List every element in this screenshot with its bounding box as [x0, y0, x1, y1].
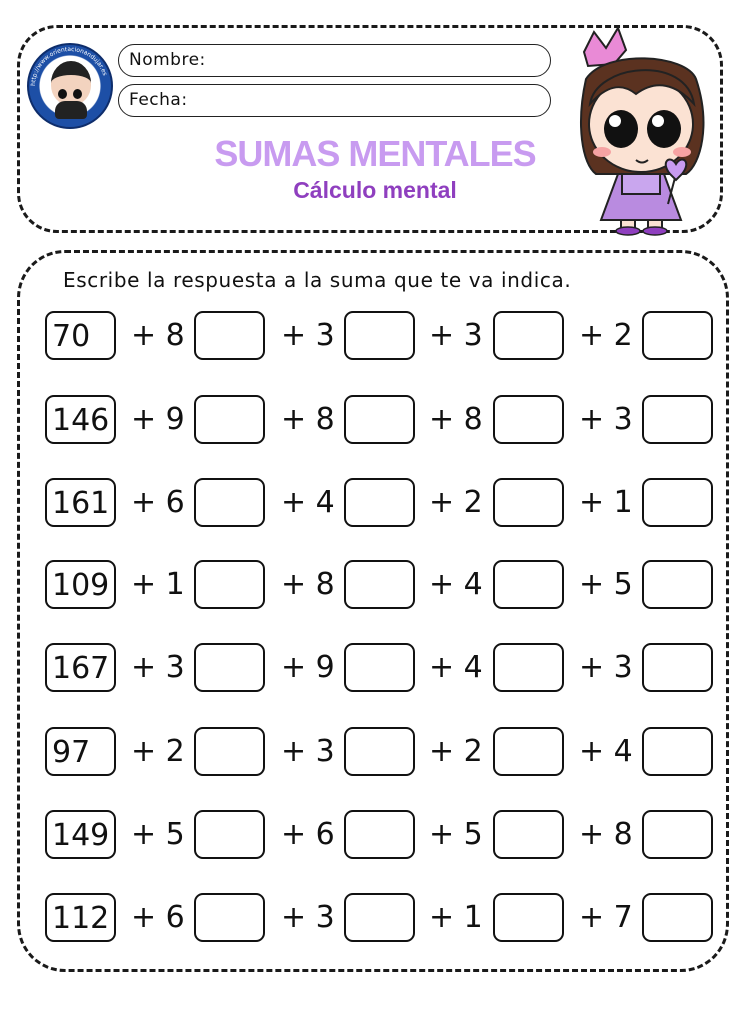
addend-label: + 5 — [429, 817, 483, 852]
exercise-row — [0, 395, 741, 451]
answer-box[interactable] — [194, 478, 265, 527]
answer-box[interactable] — [194, 643, 265, 692]
answer-box[interactable] — [194, 893, 265, 942]
answer-box[interactable] — [493, 478, 564, 527]
answer-box[interactable] — [642, 727, 713, 776]
answer-box[interactable] — [194, 727, 265, 776]
start-number: 146 — [45, 395, 116, 444]
addend-label: + 2 — [131, 734, 185, 769]
addend-label: + 3 — [131, 650, 185, 685]
start-number: 149 — [45, 810, 116, 859]
addend-label: + 6 — [281, 817, 335, 852]
addend-label: + 2 — [429, 485, 483, 520]
answer-box[interactable] — [642, 893, 713, 942]
answer-box[interactable] — [493, 643, 564, 692]
answer-box[interactable] — [344, 893, 415, 942]
addend-label: + 9 — [131, 402, 185, 437]
start-number: 167 — [45, 643, 116, 692]
start-number: 97 — [45, 727, 116, 776]
addend-label: + 2 — [429, 734, 483, 769]
addend-label: + 3 — [579, 650, 633, 685]
heart-wand-icon — [666, 159, 686, 180]
answer-box[interactable] — [642, 395, 713, 444]
answer-box[interactable] — [642, 810, 713, 859]
addend-label: + 5 — [579, 567, 633, 602]
page-subtitle: Cálculo mental — [293, 177, 457, 203]
answer-box[interactable] — [493, 311, 564, 360]
answer-box[interactable] — [642, 478, 713, 527]
logo-eye-left — [58, 89, 67, 99]
exercise-row — [0, 727, 741, 783]
addend-label: + 8 — [281, 402, 335, 437]
instruction-text: Escribe la respuesta a la suma que te va indica. — [63, 268, 572, 292]
answer-box[interactable] — [642, 311, 713, 360]
addend-label: + 5 — [131, 817, 185, 852]
addend-label: + 8 — [579, 817, 633, 852]
addend-label: + 6 — [131, 900, 185, 935]
logo-face — [51, 61, 91, 105]
princess-illustration — [566, 24, 716, 236]
svg-text:http://www.orientacionandujar.: http://www.orientacionandujar.es — [29, 45, 109, 87]
answer-box[interactable] — [493, 395, 564, 444]
exercise-row — [0, 560, 741, 616]
addend-label: + 3 — [281, 318, 335, 353]
logo-body — [55, 101, 87, 119]
answer-box[interactable] — [493, 560, 564, 609]
addend-label: + 6 — [131, 485, 185, 520]
answer-box[interactable] — [344, 643, 415, 692]
answer-box[interactable] — [493, 810, 564, 859]
addend-label: + 1 — [579, 485, 633, 520]
answer-box[interactable] — [194, 395, 265, 444]
addend-label: + 2 — [579, 318, 633, 353]
start-number: 161 — [45, 478, 116, 527]
answer-box[interactable] — [194, 810, 265, 859]
addend-label: + 8 — [281, 567, 335, 602]
site-logo — [27, 43, 113, 129]
addend-label: + 4 — [281, 485, 335, 520]
answer-box[interactable] — [344, 478, 415, 527]
name-field[interactable] — [118, 44, 551, 77]
addend-label: + 4 — [579, 734, 633, 769]
addend-label: + 4 — [429, 567, 483, 602]
answer-box[interactable] — [194, 311, 265, 360]
exercise-row — [0, 643, 741, 699]
answer-box[interactable] — [344, 727, 415, 776]
answer-box[interactable] — [493, 893, 564, 942]
answer-box[interactable] — [344, 395, 415, 444]
answer-box[interactable] — [344, 560, 415, 609]
exercise-row — [0, 810, 741, 866]
addend-label: + 3 — [281, 900, 335, 935]
addend-label: + 7 — [579, 900, 633, 935]
exercise-row — [0, 478, 741, 534]
addend-label: + 4 — [429, 650, 483, 685]
addend-label: + 9 — [281, 650, 335, 685]
logo-eye-right — [73, 89, 82, 99]
name-label: Nombre: — [129, 50, 206, 70]
date-label: Fecha: — [129, 90, 188, 110]
answer-box[interactable] — [344, 311, 415, 360]
addend-label: + 3 — [281, 734, 335, 769]
answer-box[interactable] — [642, 643, 713, 692]
answer-box[interactable] — [194, 560, 265, 609]
start-number: 70 — [45, 311, 116, 360]
addend-label: + 3 — [579, 402, 633, 437]
answer-box[interactable] — [493, 727, 564, 776]
exercise-row — [0, 311, 741, 367]
answer-box[interactable] — [344, 810, 415, 859]
page-title: SUMAS MENTALES — [214, 133, 536, 174]
addend-label: + 8 — [429, 402, 483, 437]
answer-box[interactable] — [642, 560, 713, 609]
addend-label: + 8 — [131, 318, 185, 353]
addend-label: + 3 — [429, 318, 483, 353]
start-number: 109 — [45, 560, 116, 609]
date-field[interactable] — [118, 84, 551, 117]
addend-label: + 1 — [429, 900, 483, 935]
start-number: 112 — [45, 893, 116, 942]
addend-label: + 1 — [131, 567, 185, 602]
exercise-row — [0, 893, 741, 949]
